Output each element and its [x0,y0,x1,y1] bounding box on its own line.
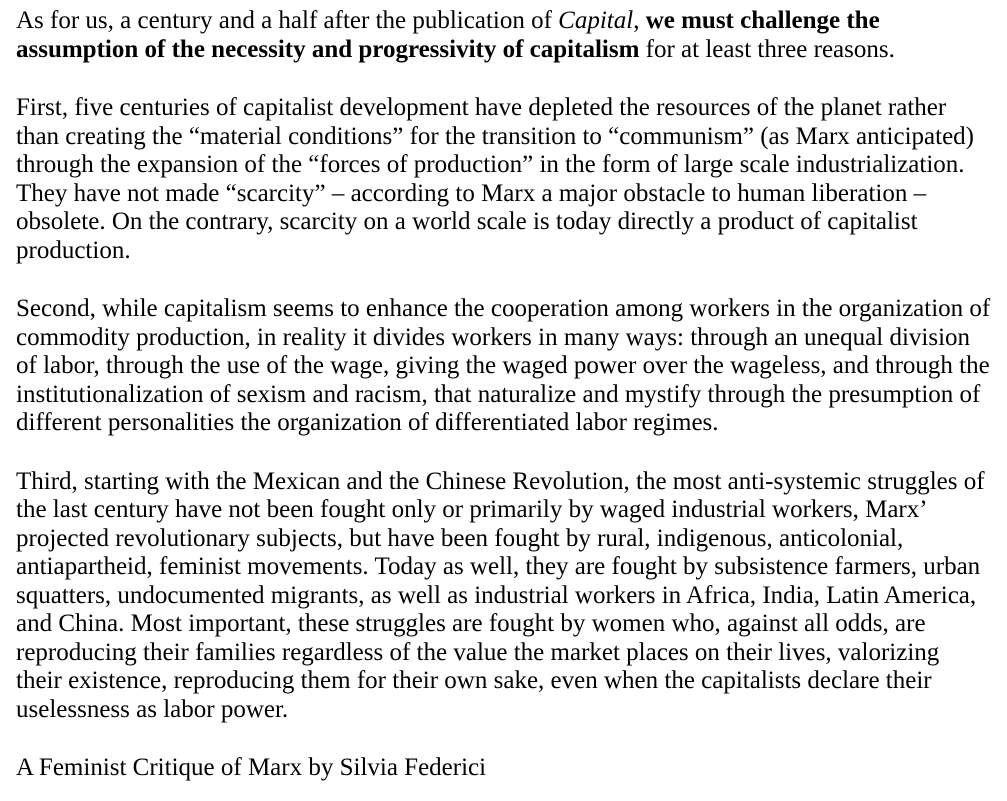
first-reason-paragraph [16,94,991,265]
intro-paragraph-segment-3-normal: , [633,7,646,34]
intro-paragraph-segment-4-bold: we must challenge the assumption of the necessity and progressivity of capitalism [16,7,880,63]
intro-paragraph-segment-1-normal: As for us, a century and a half after the publication of [16,7,559,34]
attribution-line [16,754,991,783]
intro-paragraph [16,7,991,64]
second-reason-paragraph-segment-1-normal: Second, while capitalism seems to enhance the cooperation among workers in the organization of commodity production, in reality it divides workers in many ways: through an unequal division of labor, through the use of the wage, giving the waged power over the wageless, and through the institutionalization of sexism and racism, that naturalize and mystify through the presumption of different personalities the organization of differentiated labor regimes. [16,295,991,436]
attribution-line-segment-1-normal: A Feminist Critique of Marx by Silvia Federici [16,754,487,781]
intro-paragraph-segment-5-normal: for at least three reasons. [639,35,895,63]
document-body [16,7,991,783]
third-reason-paragraph-segment-1-normal: Third, starting with the Mexican and the Chinese Revolution, the most anti-systemic struggles of the last century have not been fought only or primarily by waged industrial workers, Marx’ projected revolutionary subjects, but have been fought by rural, indigenous, anticolonial, antiapartheid, feminist movements. Today as well, they are fought by subsistence farmers, urban squatters, undocumented migrants, as well as industrial workers in Africa, India, Latin America, and China. Most important, these struggles are fought by women who, against all odds, are reproducing their families regardless of the value the market places on their lives, valorizing their existence, reproducing them for their own sake, even when the capitalists declare their uselessness as labor power. [16,467,985,723]
second-reason-paragraph [16,295,991,438]
third-reason-paragraph [16,468,991,725]
first-reason-paragraph-segment-1-normal: First, five centuries of capitalist development have depleted the resources of the planet rather than creating the “material conditions” for the transition to “communism” (as Marx anticipated) through the expansion of the “forces of production” in the form of large scale industrialization. They have not made “scarcity” – according to Marx a major obstacle to human liberation – obsolete. On the contrary, scarcity on a world scale is today directly a product of capitalist production. [16,94,975,264]
intro-paragraph-segment-2-italic: Capital [558,7,634,34]
